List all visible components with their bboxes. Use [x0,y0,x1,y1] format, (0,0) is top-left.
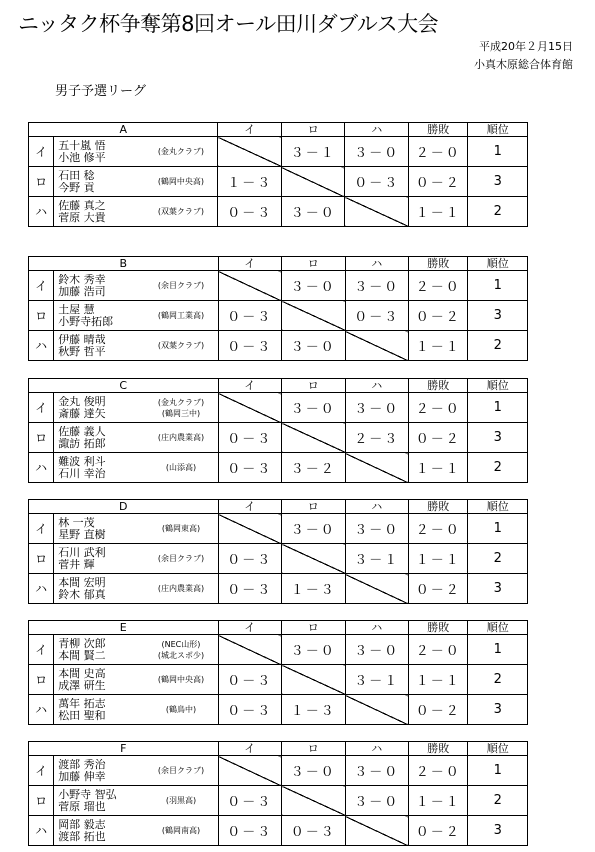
column-header: ハ [345,123,409,137]
club-name: (鶴岡中央高) [157,177,205,186]
player-name: 菅井 輝 [58,558,95,571]
player-name: 五十嵐 悟 [58,139,106,152]
win-loss: ２－０ [409,514,468,544]
player-name: 小野寺 智弘 [58,788,117,801]
match-result: ３－０ [345,786,409,816]
column-header: ロ [282,257,346,271]
team-players [54,453,145,483]
team-players [54,816,145,846]
club-name: (双葉クラブ) [157,341,205,350]
column-header: ハ [345,500,409,514]
self-match-cell [345,574,409,604]
match-result: ０－３ [282,816,346,846]
column-header: 勝敗 [409,379,468,393]
column-header: ハ [345,742,409,756]
rank: 3 [468,423,528,453]
column-header: イ [218,123,282,137]
self-match-cell [282,544,346,574]
team-club [144,574,218,604]
group-name: A [29,123,218,137]
player-name: 石川 武利 [58,546,106,559]
team-position: ロ [29,665,54,695]
win-loss: １－１ [409,786,468,816]
rank: 3 [468,816,528,846]
self-match-cell [282,301,346,331]
win-loss: ２－０ [409,271,468,301]
column-header: ロ [282,379,346,393]
rank: 1 [468,514,528,544]
column-header: 順位 [468,123,528,137]
match-result: ３－０ [282,393,346,423]
match-result: ３－０ [345,635,409,665]
column-header: ロ [282,621,346,635]
match-result: ３－０ [282,514,346,544]
player-name: 諏訪 拓郎 [58,437,106,450]
team-players [54,514,145,544]
club-name: (余目クラブ) [157,281,205,290]
team-row [29,301,528,331]
header-row [29,123,528,137]
player-name: 成澤 研生 [58,679,106,692]
match-result: ３－０ [345,137,409,167]
team-row [29,544,528,574]
team-row [29,635,528,665]
player-name: 松田 聖和 [58,709,106,722]
team-position: ハ [29,331,54,361]
match-result: ０－３ [345,301,409,331]
win-loss: ０－２ [409,301,468,331]
club-name: (余目クラブ) [157,554,205,563]
league-table-e [28,620,528,725]
team-club [144,665,218,695]
column-header: ハ [345,257,409,271]
team-club [144,137,218,167]
league-table-d [28,499,528,604]
column-header: ロ [282,742,346,756]
self-match-cell [345,331,409,361]
club-name: (鶴岡中央高) [157,675,205,684]
event-venue: 小真木原総合体育館 [474,58,573,71]
team-club [144,816,218,846]
header-row [29,500,528,514]
player-name: 岡部 毅志 [58,818,106,831]
win-loss: ０－２ [409,695,468,725]
player-name: 本間 賢二 [58,649,106,662]
rank: 2 [468,453,528,483]
column-header: 勝敗 [409,621,468,635]
match-result: ０－３ [218,816,282,846]
player-name: 渡部 拓也 [58,830,106,843]
team-players [54,393,145,423]
club-name: (山添高) [165,463,197,472]
club-name: (庄内農業高) [157,584,205,593]
column-header: イ [218,379,282,393]
rank: 1 [468,137,528,167]
player-name: 秋野 哲平 [58,345,106,358]
player-name: 本間 宏明 [58,576,106,589]
player-name: 金丸 俊明 [58,395,106,408]
team-players [54,137,145,167]
match-result: ０－３ [218,331,282,361]
team-row [29,453,528,483]
win-loss: ０－２ [409,574,468,604]
club-name: (余目クラブ) [157,766,205,775]
team-position: ハ [29,574,54,604]
team-row [29,423,528,453]
team-row [29,665,528,695]
rank: 1 [468,271,528,301]
match-result: ３－１ [345,665,409,695]
win-loss: １－１ [409,453,468,483]
player-name: 今野 貢 [58,181,95,194]
match-result: ０－３ [345,167,409,197]
match-result: ３－０ [345,393,409,423]
match-result: ０－３ [218,574,282,604]
column-header: ハ [345,621,409,635]
player-name: 鈴木 秀幸 [58,273,106,286]
rank: 3 [468,574,528,604]
win-loss: ２－０ [409,756,468,786]
win-loss: ２－０ [408,137,467,167]
match-result: ３－０ [282,271,346,301]
column-header: 勝敗 [409,742,468,756]
column-header: 順位 [468,257,528,271]
team-club [144,695,218,725]
self-match-cell [218,635,282,665]
column-header: 勝敗 [409,257,468,271]
league-table-b [28,256,528,361]
self-match-cell [218,514,282,544]
team-row [29,816,528,846]
club-name: (鶴岡工業高) [157,311,205,320]
team-club [144,514,218,544]
win-loss: ０－２ [408,167,467,197]
club-name: (NEC山形) [161,639,201,649]
match-result: ０－３ [218,665,282,695]
self-match-cell [345,816,409,846]
team-position: ハ [29,453,54,483]
team-position: イ [29,514,54,544]
win-loss: ２－０ [409,635,468,665]
match-result: ３－０ [282,331,346,361]
team-club [144,544,218,574]
column-header: 順位 [468,500,528,514]
team-club [144,393,218,423]
match-result: ３－２ [282,453,346,483]
club-name: (鶴岡東高) [161,524,201,533]
team-row [29,574,528,604]
column-header: イ [218,500,282,514]
column-header: 順位 [468,742,528,756]
team-position: イ [29,635,54,665]
rank: 2 [468,331,528,361]
player-name: 小池 修平 [58,151,106,164]
team-row [29,393,528,423]
match-result: ０－３ [218,453,282,483]
rank: 1 [468,635,528,665]
match-result: ０－３ [218,695,282,725]
self-match-cell [282,786,346,816]
team-players [54,756,145,786]
rank: 3 [468,695,528,725]
league-table-f [28,741,528,846]
win-loss: １－１ [409,544,468,574]
team-position: ハ [29,197,54,227]
match-result: １－３ [282,574,346,604]
self-match-cell [218,137,282,167]
column-header: 順位 [468,379,528,393]
team-club [144,197,218,227]
rank: 2 [468,786,528,816]
player-name: 加藤 伸幸 [58,770,106,783]
win-loss: ０－２ [409,816,468,846]
team-position: ロ [29,786,54,816]
column-header: 勝敗 [409,500,468,514]
rank: 1 [468,756,528,786]
self-match-cell [282,665,346,695]
team-players [54,167,145,197]
match-result: ３－０ [345,514,409,544]
team-row [29,167,528,197]
team-club [144,756,218,786]
win-loss: １－１ [409,665,468,695]
group-name: D [29,500,219,514]
match-result: ３－１ [345,544,409,574]
column-header: 順位 [468,621,528,635]
self-match-cell [345,453,409,483]
win-loss: １－１ [408,197,467,227]
tournament-title: ニッタク杯争奪第8回オール田川ダブルス大会 [18,12,439,36]
player-name: 佐藤 真之 [58,199,106,212]
team-row [29,197,528,227]
match-result: ０－３ [218,301,282,331]
club-name: (鶴鳥中) [165,705,197,714]
event-date: 平成20年２月15日 [479,40,573,53]
win-loss: ０－２ [409,423,468,453]
match-result: ０－３ [218,544,282,574]
player-name: 本間 史高 [58,667,106,680]
club-name: (鶴岡南高) [161,826,201,835]
club-name: (金丸クラブ) [157,147,205,156]
player-name: 菅原 大貴 [58,211,106,224]
team-players [54,331,145,361]
team-club [144,271,218,301]
player-name: 土屋 慧 [58,303,95,316]
club-name: (双葉クラブ) [157,207,205,216]
column-header: 勝敗 [408,123,467,137]
match-result: ０－３ [218,786,282,816]
team-club [144,331,218,361]
league-table-c [28,378,528,483]
league-table-a [28,122,528,227]
column-header: ハ [345,379,409,393]
column-header: イ [218,621,282,635]
player-name: 難波 利斗 [58,455,106,468]
team-row [29,786,528,816]
match-result: ３－０ [281,197,345,227]
team-club [144,786,218,816]
team-position: ハ [29,816,54,846]
player-name: 石川 幸治 [58,467,106,480]
match-result: ３－０ [345,271,409,301]
club-name: (庄内農業高) [157,433,205,442]
team-players [54,635,145,665]
team-players [54,665,145,695]
match-result: ３－０ [282,756,346,786]
team-club [144,167,218,197]
player-name: 菅原 瑠也 [58,800,106,813]
player-name: 斎藤 達矢 [58,407,106,420]
club-name: (金丸クラブ) [157,397,205,407]
team-players [54,301,145,331]
team-position: イ [29,393,54,423]
player-name: 星野 直樹 [58,528,106,541]
club-name: (鶴岡三中) [161,408,201,418]
header-row [29,379,528,393]
group-name: F [29,742,219,756]
rank: 2 [468,665,528,695]
group-name: C [29,379,219,393]
team-row [29,331,528,361]
team-club [144,453,218,483]
player-name: 青柳 次郎 [58,637,106,650]
team-row [29,137,528,167]
team-row [29,756,528,786]
team-players [54,544,145,574]
team-position: ロ [29,167,54,197]
header-row [29,257,528,271]
column-header: ロ [281,123,345,137]
match-result: ３－０ [345,756,409,786]
player-name: 伊藤 晴哉 [58,333,106,346]
group-name: E [29,621,219,635]
section-heading: 男子予選リーグ [55,84,147,99]
team-position: ロ [29,544,54,574]
match-result: １－３ [218,167,282,197]
self-match-cell [345,695,409,725]
column-header: ロ [282,500,346,514]
team-position: ハ [29,695,54,725]
team-position: イ [29,271,54,301]
match-result: ２－３ [345,423,409,453]
header-row [29,621,528,635]
match-result: ３－０ [282,635,346,665]
match-result: １－３ [282,695,346,725]
win-loss: ２－０ [409,393,468,423]
club-name: (城北スポ少) [157,650,205,660]
player-name: 鈴木 郁真 [58,588,106,601]
player-name: 渡部 秀治 [58,758,106,771]
team-players [54,423,145,453]
rank: 2 [468,197,528,227]
team-players [54,197,145,227]
team-players [54,574,145,604]
group-name: B [29,257,219,271]
win-loss: １－１ [409,331,468,361]
match-result: ０－３ [218,197,282,227]
match-result: ０－３ [218,423,282,453]
column-header: イ [218,742,282,756]
team-row [29,695,528,725]
team-club [144,635,218,665]
team-row [29,271,528,301]
rank: 1 [468,393,528,423]
self-match-cell [218,756,282,786]
player-name: 小野寺拓郎 [58,315,114,328]
team-position: イ [29,137,54,167]
player-name: 萬年 拓志 [58,697,106,710]
self-match-cell [282,423,346,453]
self-match-cell [218,393,282,423]
player-name: 石田 稔 [58,169,95,182]
match-result: ３－１ [281,137,345,167]
team-position: ロ [29,301,54,331]
team-players [54,271,145,301]
rank: 2 [468,544,528,574]
team-club [144,301,218,331]
header-row [29,742,528,756]
player-name: 加藤 浩司 [58,285,106,298]
self-match-cell [218,271,282,301]
team-club [144,423,218,453]
team-position: ロ [29,423,54,453]
rank: 3 [468,167,528,197]
player-name: 佐藤 義人 [58,425,106,438]
team-row [29,514,528,544]
team-players [54,786,145,816]
column-header: イ [218,257,282,271]
team-position: イ [29,756,54,786]
player-name: 林 一茂 [58,516,95,529]
club-name: (羽黒高) [165,796,197,805]
self-match-cell [281,167,345,197]
self-match-cell [345,197,409,227]
rank: 3 [468,301,528,331]
team-players [54,695,145,725]
